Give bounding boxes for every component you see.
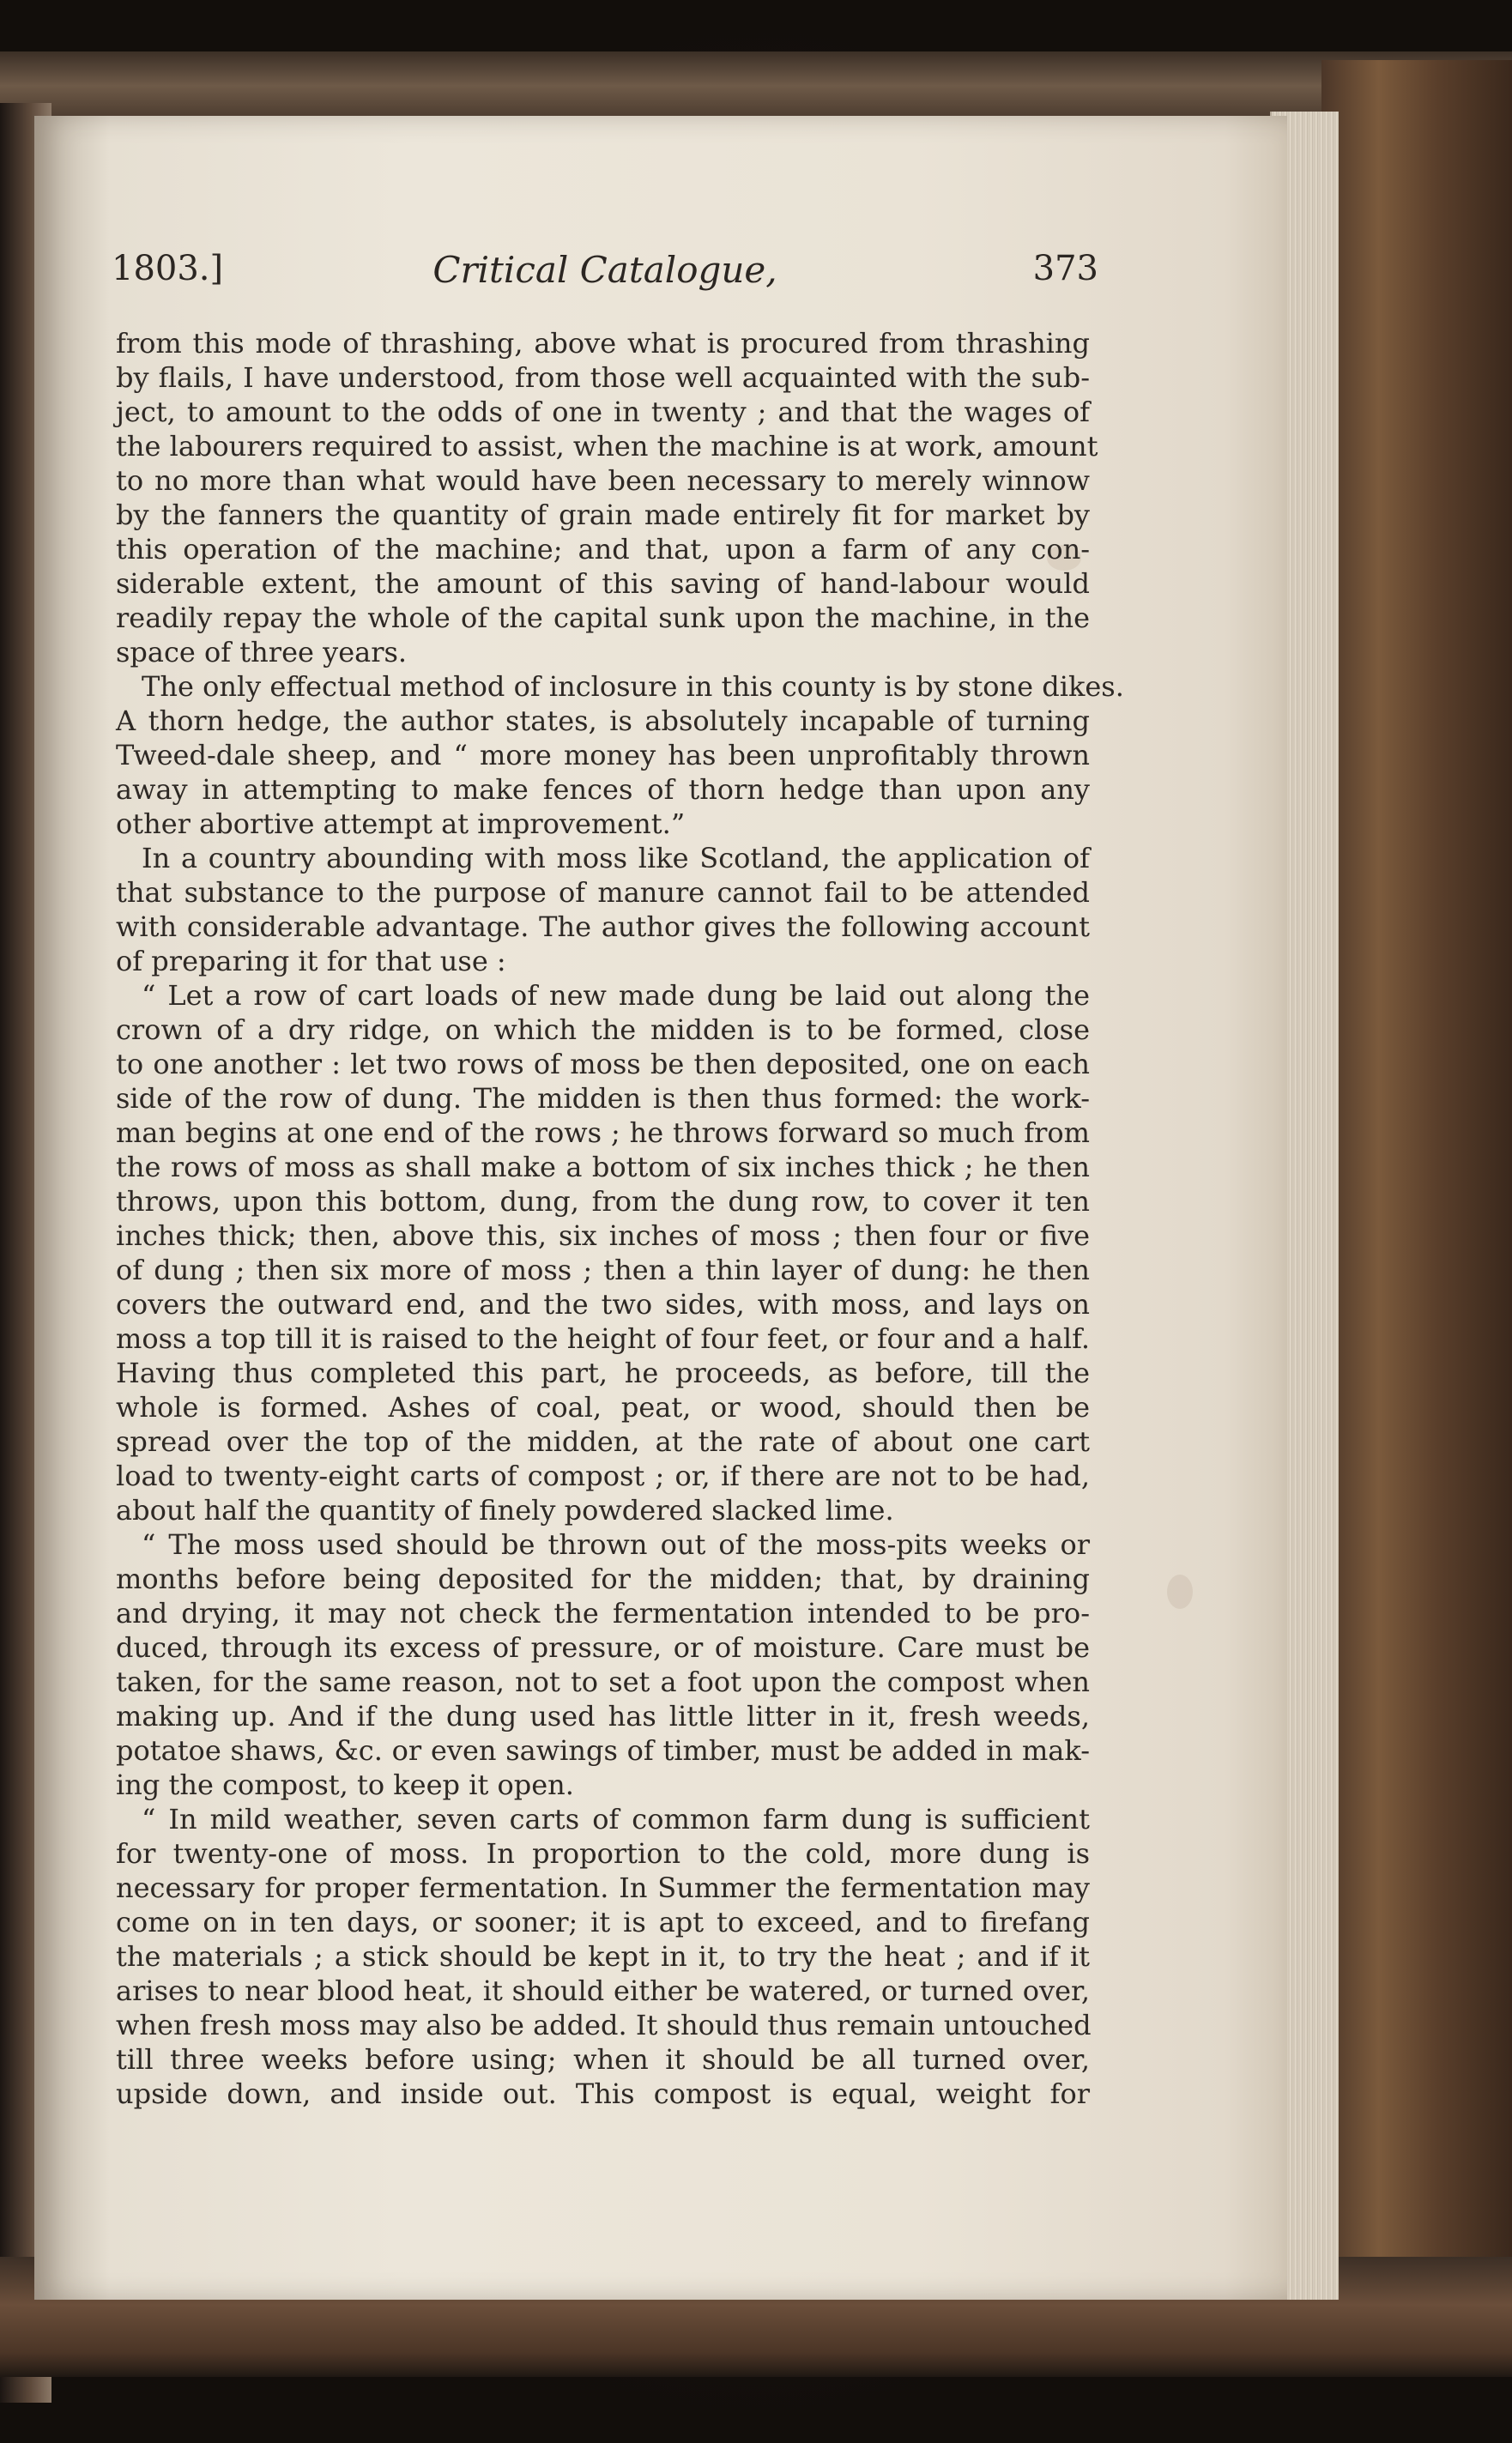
text-line: till three weeks before using; when it should be all turned over,	[116, 2043, 1090, 2076]
text-line: space of three years.	[116, 636, 408, 668]
text-line: load to twenty-eight carts of compost ; or, if there are not to be had,	[116, 1460, 1090, 1492]
text-line: upside down, and inside out. This compost is equal, weight for	[116, 2077, 1090, 2110]
text-line: Having thus completed this part, he proceeds, as before, till the	[116, 1357, 1090, 1389]
text-line: inches thick; then, above this, six inches of moss ; then four or five	[116, 1219, 1090, 1252]
text-line: of dung ; then six more of moss ; then a thin layer of dung: he then	[116, 1254, 1090, 1286]
text-line: by the fanners the quantity of grain made entirely fit for market by	[116, 499, 1090, 531]
text-line: the labourers required to assist, when the machine is at work, amount	[116, 430, 1098, 463]
text-line: about half the quantity of finely powdered slacked lime.	[116, 1494, 894, 1527]
text-line: come on in ten days, or sooner; it is apt to exceed, and to firefang	[116, 1906, 1090, 1938]
text-line: moss a top till it is raised to the height of four feet, or four and a half.	[116, 1322, 1090, 1355]
text-line: man begins at one end of the rows ; he throws forward so much from	[116, 1116, 1090, 1149]
text-line: covers the outward end, and the two sides, with moss, and lays on	[116, 1288, 1090, 1321]
text-line: potatoe shaws, &c. or even sawings of timber, must be added in mak-	[116, 1734, 1090, 1767]
text-line: throws, upon this bottom, dung, from the dung row, to cover it ten	[116, 1185, 1090, 1218]
page-number: 373	[1032, 249, 1098, 288]
text-line: “ Let a row of cart loads of new made dung be laid out along the	[142, 979, 1090, 1012]
text-line: ject, to amount to the odds of one in twenty ; and that the wages of	[116, 396, 1090, 428]
text-line: A thorn hedge, the author states, is absolutely incapable of turning	[116, 704, 1090, 737]
header-title: Critical Catalogue,	[432, 249, 777, 291]
book-cover-right	[1321, 60, 1512, 2377]
text-line: “ In mild weather, seven carts of common farm dung is sufficient	[142, 1803, 1090, 1835]
text-line: to one another : let two rows of moss be then deposited, one on each	[116, 1048, 1090, 1080]
text-line: duced, through its excess of pressure, or of moisture. Care must be	[116, 1631, 1090, 1664]
header-year: 1803.]	[112, 249, 224, 288]
text-line: when fresh moss may also be added. It should thus remain untouched	[116, 2009, 1092, 2041]
text-line: arises to near blood heat, it should either be watered, or turned over,	[116, 1974, 1090, 2007]
text-line: taken, for the same reason, not to set a foot upon the compost when	[116, 1666, 1090, 1698]
text-line: the rows of moss as shall make a bottom of six inches thick ; he then	[116, 1151, 1090, 1183]
text-line: by flails, I have understood, from those well acquainted with the sub-	[116, 361, 1090, 394]
body-text	[116, 326, 1124, 2111]
text-line: crown of a dry ridge, on which the midden is to be formed, close	[116, 1013, 1090, 1046]
text-line: necessary for proper fermentation. In Summer the fermentation may	[116, 1872, 1090, 1904]
text-line: siderable extent, the amount of this saving of hand-labour would	[116, 567, 1090, 600]
text-line: readily repay the whole of the capital sunk upon the machine, in the	[116, 602, 1090, 634]
text-line: the materials ; a stick should be kept in it, to try the heat ; and if it	[116, 1940, 1090, 1973]
text-line: ing the compost, to keep it open.	[116, 1769, 574, 1801]
text-line: other abortive attempt at improvement.”	[116, 807, 686, 840]
text-line: that substance to the purpose of manure cannot fail to be attended	[116, 876, 1090, 909]
text-line: from this mode of thrashing, above what is procured from thrashing	[116, 327, 1090, 360]
text-line: this operation of the machine; and that, upon a farm of any con-	[116, 533, 1090, 565]
text-line: making up. And if the dung used has little litter in it, fresh weeds,	[116, 1700, 1090, 1732]
text-line: whole is formed. Ashes of coal, peat, or wood, should then be	[116, 1391, 1090, 1424]
text-line: Tweed-dale sheep, and “ more money has been unprofitably thrown	[116, 739, 1090, 771]
text-line: away in attempting to make fences of thorn hedge than upon any	[116, 773, 1090, 806]
paper-stain	[1167, 1575, 1193, 1609]
text-line: with considerable advantage. The author gives the following account	[116, 910, 1090, 943]
text-line: and drying, it may not check the fermentation intended to be pro-	[116, 1597, 1090, 1630]
text-line: In a country abounding with moss like Scotland, the application of	[142, 842, 1090, 874]
running-header	[112, 249, 1098, 300]
text-line: side of the row of dung. The midden is then thus formed: the work-	[116, 1082, 1090, 1115]
text-line: of preparing it for that use :	[116, 945, 506, 977]
text-line: months before being deposited for the midden; that, by draining	[116, 1563, 1090, 1595]
text-line: spread over the top of the midden, at the rate of about one cart	[116, 1425, 1090, 1458]
text-line: to no more than what would have been necessary to merely winnow	[116, 464, 1090, 497]
text-line: “ The moss used should be thrown out of the moss-pits weeks or	[142, 1528, 1090, 1561]
text-line: for twenty-one of moss. In proportion to the cold, more dung is	[116, 1837, 1090, 1870]
text-line: The only effectual method of inclosure in this county is by stone dikes.	[142, 670, 1124, 703]
